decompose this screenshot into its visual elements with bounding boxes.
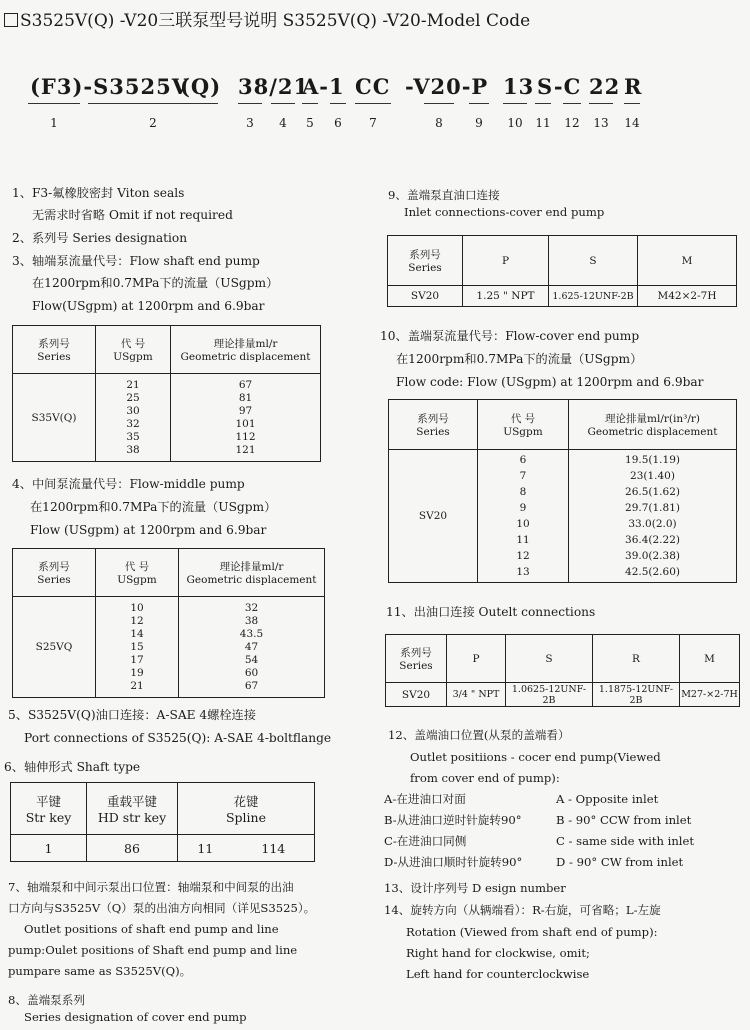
s-header: S xyxy=(506,635,593,683)
code-underline xyxy=(28,103,80,104)
inlet-connections-table xyxy=(387,235,737,307)
displacement-value: 121 xyxy=(235,443,256,456)
code-segment: (F3)-S3525V xyxy=(30,74,190,99)
series-cell: SV20 xyxy=(418,510,448,522)
displacement-value: 112 xyxy=(235,430,256,443)
item-1-note: 无需求时省略 Omit if not required xyxy=(32,208,233,222)
series-cell: SV20 xyxy=(410,290,440,302)
code-index: 4 xyxy=(279,116,287,130)
checkbox-square-icon xyxy=(4,13,18,27)
displacement-value: 19.5(1.19) xyxy=(625,454,680,466)
outlet-position-cn: C-在进油口同侧 xyxy=(384,834,467,848)
item-6: 6、轴伸形式 Shaft type xyxy=(4,760,141,774)
hd-str-key-header: 重载平键 HD str key xyxy=(87,783,178,835)
item-14: 14、旋转方向（从辆端看）：R-右旋，可省略；L-左旋 xyxy=(384,903,661,917)
outlet-position-en: A - Opposite inlet xyxy=(556,792,659,806)
p-value: 3/4 " NPT xyxy=(447,683,506,707)
code-column xyxy=(478,450,569,583)
shaft-type-table xyxy=(10,782,315,862)
item-12: 12、盖端油口位置(从泵的盖端看） xyxy=(388,728,570,742)
code-column xyxy=(96,374,171,462)
displacement-value: 54 xyxy=(244,653,259,666)
item-7-cn: 口方向与S3525V（Q）泵的出油方向相同（详见S3525）。 xyxy=(8,901,316,915)
displacement-header: 理论排量ml/r Geometric displacement xyxy=(171,326,321,374)
flow-table-shaft-end xyxy=(12,325,321,462)
code-underline xyxy=(355,103,391,104)
item-12-en-2: from cover end of pump): xyxy=(410,771,560,785)
item-5-en: Port connections of S3525(Q): A-SAE 4-boltflange xyxy=(24,731,332,745)
code-segment: 38/21 xyxy=(238,74,310,99)
item-8-en: Series designation of cover end pump xyxy=(24,1010,247,1024)
displacement-value: 42.5(2.60) xyxy=(625,566,680,578)
item-1: 1、F3-氟橡胶密封 Viton seals xyxy=(12,186,185,200)
displacement-value: 81 xyxy=(238,391,253,404)
code-header: 代 号 USgpm xyxy=(96,549,179,597)
displacement-column xyxy=(171,374,321,462)
displacement-value: 32 xyxy=(244,601,259,614)
code-value: 17 xyxy=(130,653,144,666)
displacement-header: 理论排量ml/r(in³/r) Geometric displacement xyxy=(569,400,737,450)
code-underline xyxy=(535,103,551,104)
code-underline xyxy=(271,103,295,104)
item-12-en-1: Outlet positiions - cocer end pump(Viewed xyxy=(410,750,661,764)
item-10: 10、盖端泵流量代号：Flow-cover end pump xyxy=(380,329,640,343)
series-header: 系列号 Series xyxy=(386,635,447,683)
code-underline xyxy=(503,103,527,104)
code-segment: 13 xyxy=(503,74,535,99)
code-column xyxy=(96,597,179,698)
displacement-value: 60 xyxy=(244,666,259,679)
item-3-en: Flow(USgpm) at 1200rpm and 6.9bar xyxy=(32,299,265,313)
series-header: 系列号 Series xyxy=(389,400,478,450)
r-value: 1.1875-12UNF-2B xyxy=(593,683,680,707)
outlet-position-cn: B-从进油口逆时针旋转90° xyxy=(384,813,522,827)
code-underline xyxy=(624,103,640,104)
code-value: 25 xyxy=(126,391,140,404)
code-index: 12 xyxy=(564,116,580,130)
code-underline xyxy=(238,103,262,104)
item-5: 5、S3525V(Q)油口连接：A-SAE 4螺栓连接 xyxy=(8,708,256,722)
code-segment: S-C xyxy=(537,74,582,99)
series-header: 系列号 Series xyxy=(13,549,96,597)
item-4-cn: 在1200rpm和0.7MPa下的流量（USgpm） xyxy=(30,500,277,514)
m-value: M42×2-7H xyxy=(638,286,737,307)
code-value: 10 xyxy=(516,518,530,530)
hd-str-key-value: 86 xyxy=(87,835,178,862)
code-value: 35 xyxy=(126,430,140,443)
code-index: 10 xyxy=(507,116,523,130)
code-segment: -V20-P xyxy=(405,74,489,99)
series-header: 系列号 Series xyxy=(13,326,96,374)
item-14-en-2: Right hand for clockwise, omit; xyxy=(406,946,590,960)
code-value: 30 xyxy=(126,404,140,417)
code-index: 3 xyxy=(246,116,254,130)
code-value: 6 xyxy=(519,454,527,466)
outlet-position-en: C - same side with inlet xyxy=(556,834,695,848)
code-value: 32 xyxy=(126,417,140,430)
str-key-header: 平键 Str key xyxy=(11,783,87,835)
p-header: P xyxy=(447,635,506,683)
displacement-value: 47 xyxy=(244,640,259,653)
code-underline xyxy=(469,103,489,104)
code-index: 14 xyxy=(624,116,640,130)
series-cell: S25VQ xyxy=(35,641,73,653)
code-value: 21 xyxy=(126,378,140,391)
code-underline xyxy=(589,103,613,104)
code-index: 2 xyxy=(149,116,157,130)
code-index: 6 xyxy=(334,116,342,130)
code-value: 38 xyxy=(126,443,140,456)
item-7-en-3: pumpare same as S3525V(Q)。 xyxy=(8,964,192,978)
code-underline xyxy=(330,103,346,104)
item-7-en-1: Outlet positions of shaft end pump and line xyxy=(24,922,279,936)
series-cell: SV20 xyxy=(401,688,431,701)
displacement-value: 36.4(2.22) xyxy=(625,534,680,546)
code-index: 8 xyxy=(435,116,443,130)
code-segment: A-1 xyxy=(302,74,345,99)
displacement-value: 43.5 xyxy=(239,627,264,640)
item-11: 11、出油口连接 Outelt connections xyxy=(386,605,596,619)
code-value: 12 xyxy=(516,550,530,562)
displacement-value: 67 xyxy=(238,378,253,391)
code-index: 5 xyxy=(306,116,314,130)
item-10-en: Flow code: Flow (USgpm) at 1200rpm and 6.9bar xyxy=(396,375,704,389)
item-9-en: Inlet connections-cover end pump xyxy=(404,205,605,219)
code-segment: R xyxy=(624,74,643,99)
displacement-value: 97 xyxy=(238,404,253,417)
item-3-cn: 在1200rpm和0.7MPa下的流量（USgpm） xyxy=(32,276,279,290)
outlet-position-en: B - 90° CCW from inlet xyxy=(556,813,692,827)
m-header: M xyxy=(638,236,737,286)
code-underline xyxy=(302,103,318,104)
flow-table-middle xyxy=(12,548,325,698)
item-4: 4、中间泵流量代号：Flow-middle pump xyxy=(12,477,245,491)
code-segment: CC xyxy=(355,74,391,99)
p-value: 1.25 " NPT xyxy=(463,286,549,307)
code-underline xyxy=(424,103,454,104)
code-value: 9 xyxy=(519,502,527,514)
page-title: S3525V(Q) -V20三联泵型号说明 S3525V(Q) -V20-Model Code xyxy=(4,6,530,31)
spline-header: 花键 Spline xyxy=(178,783,315,835)
p-header: P xyxy=(463,236,549,286)
series-cell: S35V(Q) xyxy=(31,411,77,424)
code-value: 13 xyxy=(516,566,530,578)
displacement-value: 26.5(1.62) xyxy=(625,486,680,498)
item-14-en-3: Left hand for counterclockwise xyxy=(406,967,590,981)
code-value: 15 xyxy=(130,640,144,653)
code-index: 9 xyxy=(475,116,483,130)
displacement-value: 33.0(2.0) xyxy=(628,518,677,530)
code-header: 代 号 USgpm xyxy=(96,326,171,374)
item-7: 7、轴端泵和中间示泵出口位置：轴端泵和中间泵的出油 xyxy=(8,880,294,894)
code-index: 1 xyxy=(50,116,58,130)
outlet-position-cn: A-在进油口对面 xyxy=(384,792,466,806)
displacement-column xyxy=(179,597,325,698)
item-9: 9、盖端泵直油口连接 xyxy=(388,188,500,202)
s-header: S xyxy=(549,236,638,286)
code-index: 13 xyxy=(593,116,609,130)
outlet-position-en: D - 90° CW from inlet xyxy=(556,855,684,869)
item-2: 2、系列号 Series designation xyxy=(12,231,188,245)
code-value: 10 xyxy=(130,601,144,614)
code-underline xyxy=(563,103,581,104)
code-header: 代 号 USgpm xyxy=(478,400,569,450)
m-value: M27-×2-7H xyxy=(680,683,740,707)
spline-value: 11 xyxy=(178,835,233,862)
item-4-en: Flow (USgpm) at 1200rpm and 6.9bar xyxy=(30,523,267,537)
code-index: 11 xyxy=(535,116,551,130)
str-key-value: 1 xyxy=(44,840,53,856)
code-index: 7 xyxy=(369,116,377,130)
code-value: 11 xyxy=(516,534,530,546)
outlet-position-cn: D-从进油口顺时针旋转90° xyxy=(384,855,523,869)
code-value: 21 xyxy=(130,679,144,692)
item-7-en-2: pump:Oulet positions of Shaft end pump and line xyxy=(8,943,298,957)
displacement-value: 23(1.40) xyxy=(630,470,675,482)
item-10-cn: 在1200rpm和0.7MPa下的流量（USgpm） xyxy=(396,352,643,366)
series-header: 系列号 Series xyxy=(388,236,463,286)
s-value: 1.0625-12UNF-2B xyxy=(506,683,593,707)
r-header: R xyxy=(593,635,680,683)
item-8: 8、盖端泵系列 xyxy=(8,993,85,1007)
item-3: 3、轴端泵流量代号：Flow shaft end pump xyxy=(12,254,260,268)
code-value: 8 xyxy=(519,486,527,498)
m-header: M xyxy=(680,635,740,683)
displacement-value: 101 xyxy=(235,417,256,430)
displacement-column xyxy=(569,450,737,583)
code-value: 19 xyxy=(130,666,144,679)
spline-value: 114 xyxy=(261,840,286,856)
code-value: 12 xyxy=(130,614,144,627)
code-segment: (Q) xyxy=(180,74,222,99)
s-value: 1.625-12UNF-2B xyxy=(549,286,638,307)
displacement-value: 67 xyxy=(244,679,259,692)
displacement-value: 39.0(2.38) xyxy=(625,550,680,562)
code-value: 7 xyxy=(519,470,527,482)
outlet-connections-table xyxy=(385,634,740,707)
code-segment: 22 xyxy=(589,74,621,99)
item-14-en-1: Rotation (Viewed from shaft end of pump): xyxy=(406,925,658,939)
displacement-value: 38 xyxy=(244,614,259,627)
displacement-value: 29.7(1.81) xyxy=(625,502,680,514)
flow-table-cover-end xyxy=(388,399,737,583)
displacement-header: 理论排量ml/r Geometric displacement xyxy=(179,549,325,597)
code-underline xyxy=(88,103,218,104)
item-13: 13、设计序列号 D esign number xyxy=(384,881,566,895)
code-value: 14 xyxy=(130,627,144,640)
